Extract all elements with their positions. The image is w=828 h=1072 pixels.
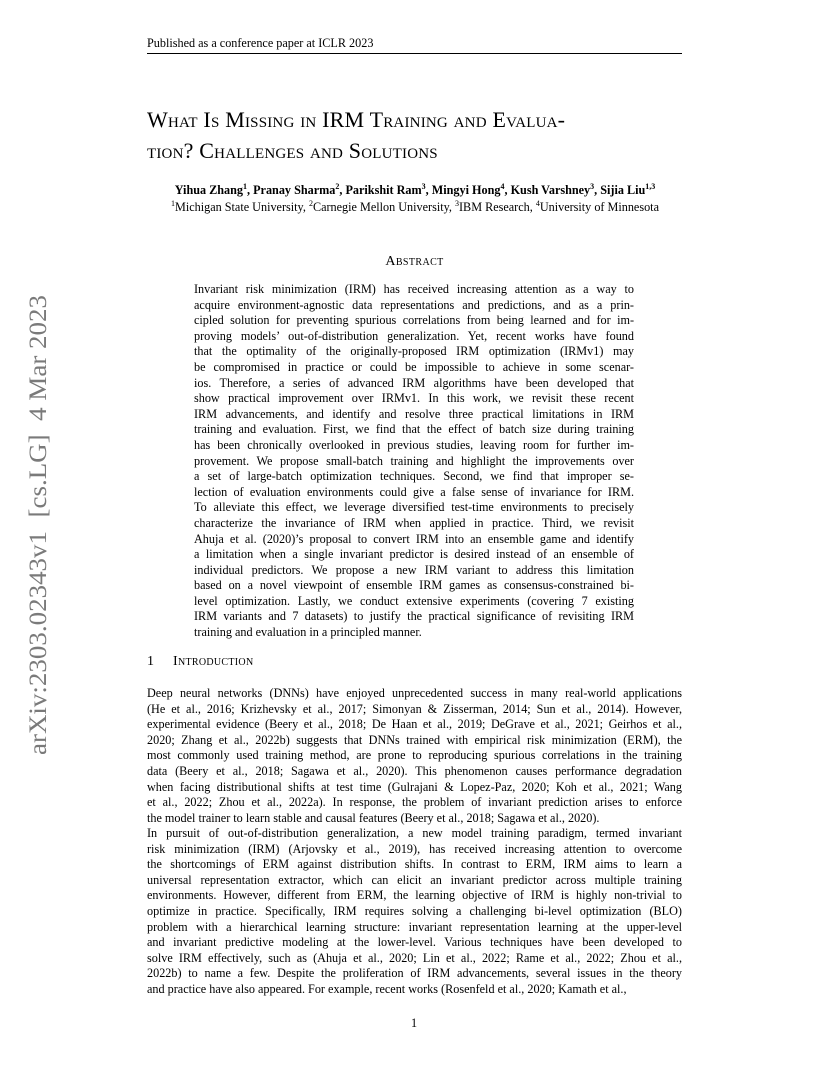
affiliation: $^4$University of Minnesota: [535, 198, 659, 214]
section-heading: [147, 654, 253, 670]
section-title: Introduction: [173, 654, 254, 669]
text-line: 2020; Zhang et al., 2022b) suggests that DNNs trained with empirical risk minimization (ERM), the: [147, 732, 682, 747]
text-line: solve IRM effectively, such as (Ahuja et al., 2020; Lin et al., 2022; Rame et al., 2022; Zhou et al.,: [147, 950, 682, 965]
text-line: a set of large-batch optimization techniques. Second, we find that improper se-: [194, 469, 634, 484]
author: Parikshit Ram$^3$,: [345, 181, 432, 197]
text-line: and practice have also appeared. For example, recent works (Rosenfeld et al., 2020; Kamath et al.,: [147, 981, 627, 996]
text-line: IRM variants and 7 datasets) to justify the practical significance of revisiting IRM: [194, 609, 634, 624]
text-line: ios. Therefore, a series of advanced IRM algorithms have been developed that: [194, 375, 634, 390]
section-number: 1: [147, 654, 155, 669]
text-line: based on a novel viewpoint of ensemble IRM games as consensus-constrained bi-: [194, 578, 634, 593]
author: Mingyi Hong$^4$,: [431, 181, 511, 197]
text-line: show practical improvement over IRMv1. In this work, we revisit these recent: [194, 391, 634, 406]
text-line: problem with a hierarchical learning structure: invariant representation learning at the upper-level: [147, 919, 682, 934]
affiliation: $^2$Carnegie Mellon University,: [308, 198, 455, 214]
text-line: training and evaluation. First, we find that the effect of batch size during training: [194, 422, 634, 437]
text-line: most commonly used training method, are prone to reproducing spurious correlations in the training: [147, 748, 682, 763]
text-line: et al., 2022; Zhou et al., 2022a). In response, the problem of invariant prediction arises to enforce: [147, 795, 682, 810]
text-line: environments. However, different from ERM, the learning objective of IRM is highly non-trivial to: [147, 888, 682, 903]
title-line-1: What Is Missing in IRM Training and Evalua-: [147, 107, 566, 132]
title-line-2: tion? Challenges and Solutions: [147, 138, 438, 163]
text-line: when facing distributional shifts at test time (Gulrajani & Lopez-Paz, 2020; Koh et al., 2021; Wang: [147, 779, 682, 794]
affiliation-list: [140, 200, 690, 215]
text-line: acquire environment-agnostic data representations and predictions, and as a prin-: [194, 297, 634, 312]
text-line: has been chronically overlooked in previous studies, leaving room for further im-: [194, 437, 634, 452]
affiliation: $^3$IBM Research,: [455, 198, 536, 214]
arxiv-stamp-svg: [8, 290, 56, 760]
running-head: Published as a conference paper at ICLR 2023: [147, 36, 374, 50]
text-line: a limitation when a single invariant predictor is desired instead of an ensemble of: [194, 547, 634, 562]
arxiv-stamp: [8, 290, 56, 760]
text-line: universal representation extractor, which can elicit an invariant predictor across multiple training: [147, 872, 682, 887]
text-line: training and evaluation in a principled manner.: [194, 625, 422, 640]
text-line: that the optimality of the originally-proposed IRM optimization (IRMv1) may: [194, 344, 634, 359]
text-line: the shortcomings of ERM against distribution shifts. In contrast to ERM, IRM aims to learn a: [147, 857, 682, 872]
intro-paragraph-2: [147, 826, 682, 998]
text-line: level optimization. Lastly, we conduct extensive experiments (covering 7 existing: [194, 593, 634, 608]
affiliation: $^1$Michigan State University,: [171, 198, 309, 214]
text-line: Invariant risk minimization (IRM) has received increasing attention as a way to: [194, 282, 634, 296]
text-line: Ahuja et al. (2020)’s proposal to convert IRM into an ensemble game and identify: [194, 531, 634, 546]
author-list: [140, 183, 690, 198]
text-line: risk minimization (IRM) (Arjovsky et al., 2019), has received increasing attention to overcome: [147, 841, 682, 856]
text-line: provement. We propose small-batch training and highlight the improvements over: [194, 453, 634, 468]
text-line: lection of evaluation environments could give a false sense of invariance for IRM.: [194, 484, 634, 499]
author: Kush Varshney$^3$,: [510, 181, 601, 197]
abstract-heading: Abstract: [385, 254, 444, 269]
paper-title: [147, 104, 687, 166]
page-number: 1: [410, 1016, 418, 1030]
text-line: (He et al., 2016; Krizhevsky et al., 2017; Simonyan & Zisserman, 2014; Sun et al., 2014). However,: [147, 701, 682, 716]
abstract-body: [194, 282, 634, 641]
text-line: To alleviate this effect, we leverage diversified test-time environments to precisely: [194, 500, 634, 515]
text-line: individual predictors. We propose a new IRM variant to address this limitation: [194, 562, 634, 577]
text-line: In pursuit of out-of-distribution generalization, a new model training paradigm, termed invariant: [147, 826, 682, 840]
text-line: data (Beery et al., 2018; Sagawa et al., 2020). This phenomenon causes performance degradation: [147, 763, 682, 778]
author: Yihua Zhang$^1$,: [174, 181, 254, 197]
author: Pranay Sharma$^2$,: [253, 181, 346, 197]
text-line: optimize in practice. Specifically, IRM requires solving a challenging bi-level optimization (BLO): [147, 903, 682, 918]
intro-paragraph-1: [147, 686, 682, 826]
text-line: IRM advancements, and identify and resolve three practical limitations in IRM: [194, 406, 634, 421]
text-line: Deep neural networks (DNNs) have enjoyed unprecedented success in many real-world applications: [147, 686, 682, 700]
text-line: 2022b) to name a few. Despite the proliferation of IRM advancements, several issues in the theory: [147, 966, 682, 981]
text-line: characterize the invariance of IRM when applied in practice. Third, we revisit: [194, 515, 634, 530]
text-line: the model trainer to learn stable and causal features (Beery et al., 2018; Sagawa et al., 2020).: [147, 810, 600, 825]
text-line: experimental evidence (Beery et al., 2018; De Haan et al., 2019; DeGrave et al., 2021; Geirhos et al.,: [147, 717, 682, 732]
author: Sijia Liu$^{1,3}$: [600, 181, 656, 197]
text-line: and invariant predictive modeling at the lower-level. Various techniques have been developed to: [147, 935, 682, 950]
text-line: proving models’ out-of-distribution generalization. Yet, recent works have found: [194, 328, 634, 343]
text-line: cipled solution for preventing spurious correlations from being learned and for im-: [194, 313, 634, 328]
header-rule: [147, 53, 682, 54]
text-line: be compromised in practice or could be impossible to achieve in some scenar-: [194, 359, 634, 374]
arxiv-id-text: arXiv:2303.02343v1 [cs.LG] 4 Mar 2023: [25, 328, 52, 755]
